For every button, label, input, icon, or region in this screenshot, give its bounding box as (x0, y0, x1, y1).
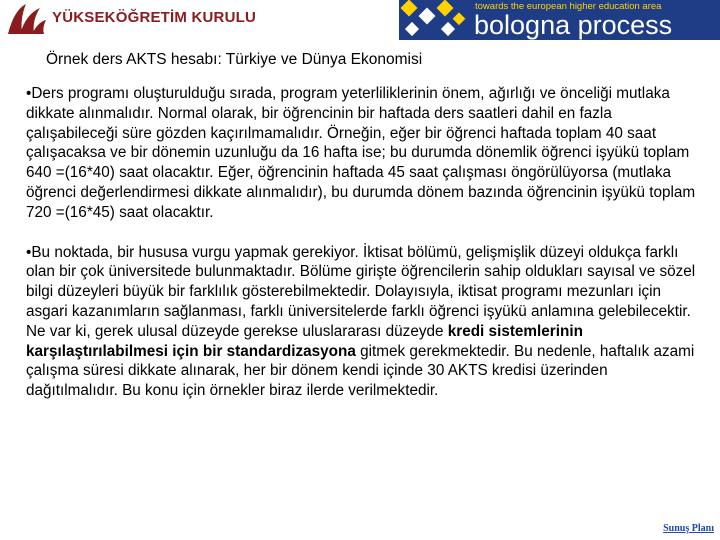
paragraph-2-emphasis: kredi sistemlerinin karşılaştırılabilmesi için bir standardizasyona (26, 322, 583, 360)
bologna-name: bologna process (474, 10, 673, 40)
bologna-banner (399, 0, 720, 40)
yok-logo-text: YÜKSEKÖĞRETİM KURULU (52, 9, 257, 26)
slide-body (26, 84, 698, 401)
paragraph-1: •Ders programı oluşturulduğu sırada, program yeterliliklerinin önem, ağırlığı ve önceliği mutlaka dikkate alınmalıdır. Normal olarak, bir öğrencinin bir haftada ders saatleri dahil en fazla çalışabileceği süre gözden kaçırılmamalıdır. Örneğin, eğer bir öğrenci haftada toplam 40 saat çalışacaksa ve bir dönemin uzunluğu da 16 hafta ise; bu durumda dönemlik öğrenci işyükü toplam 640 =(16*40) saat olacaktır. Eğer, öğrencinin haftada 45 saat çalışması öngörülüyorsa (mutlaka öğrenci değerlendirmesi dikkate alınmalıdır), bu durumda dönem bazında öğrencinin işyükü toplam 720 =(16*45) saat olacaktır. (26, 85, 696, 221)
paragraph-2-text: •Bu noktada, bir hususa vurgu yapmak gerekiyor. İktisat bölümü, gelişmişlik düzeyi oldukça farklı olan bir çok üniversitede bulunmaktadır. Bölüme girişte öğrencilerin sahip oldukları sayısal ve sözel bilgi düzeyleri büyük bir farklılık gösterebilmektedir. Dolayısıyla, iktisat programı mezunları için asgari kazanımların sağlanması, farklı üniversitelerde farklı öğrenci işyükü anlamına gelebilecektir. Ne var ki, gerek ulusal düzeyde gerekse uluslararası düzeyde (26, 243, 696, 340)
paragraph-2 (26, 243, 698, 401)
bologna-tagline: towards the european higher education area (475, 1, 662, 12)
paragraph-2-text-end: gitmek gerekmektedir. Bu nedenle, haftalık azami çalışma süresi dikkate alınarak, her bir dönem kendi içinde 30 AKTS kredisi üzerinden dağıtılmalıdır. Bu konu için örnekler biraz ilerde verilmektedir. (26, 342, 695, 400)
presentation-plan-link[interactable]: Sunuş Planı (663, 523, 714, 534)
slide-title: Örnek ders AKTS hesabı: Türkiye ve Dünya Ekonomisi (46, 51, 423, 68)
yok-emblem-icon (4, 0, 48, 38)
bologna-tiles-icon (399, 0, 469, 40)
yok-logo (0, 0, 257, 40)
